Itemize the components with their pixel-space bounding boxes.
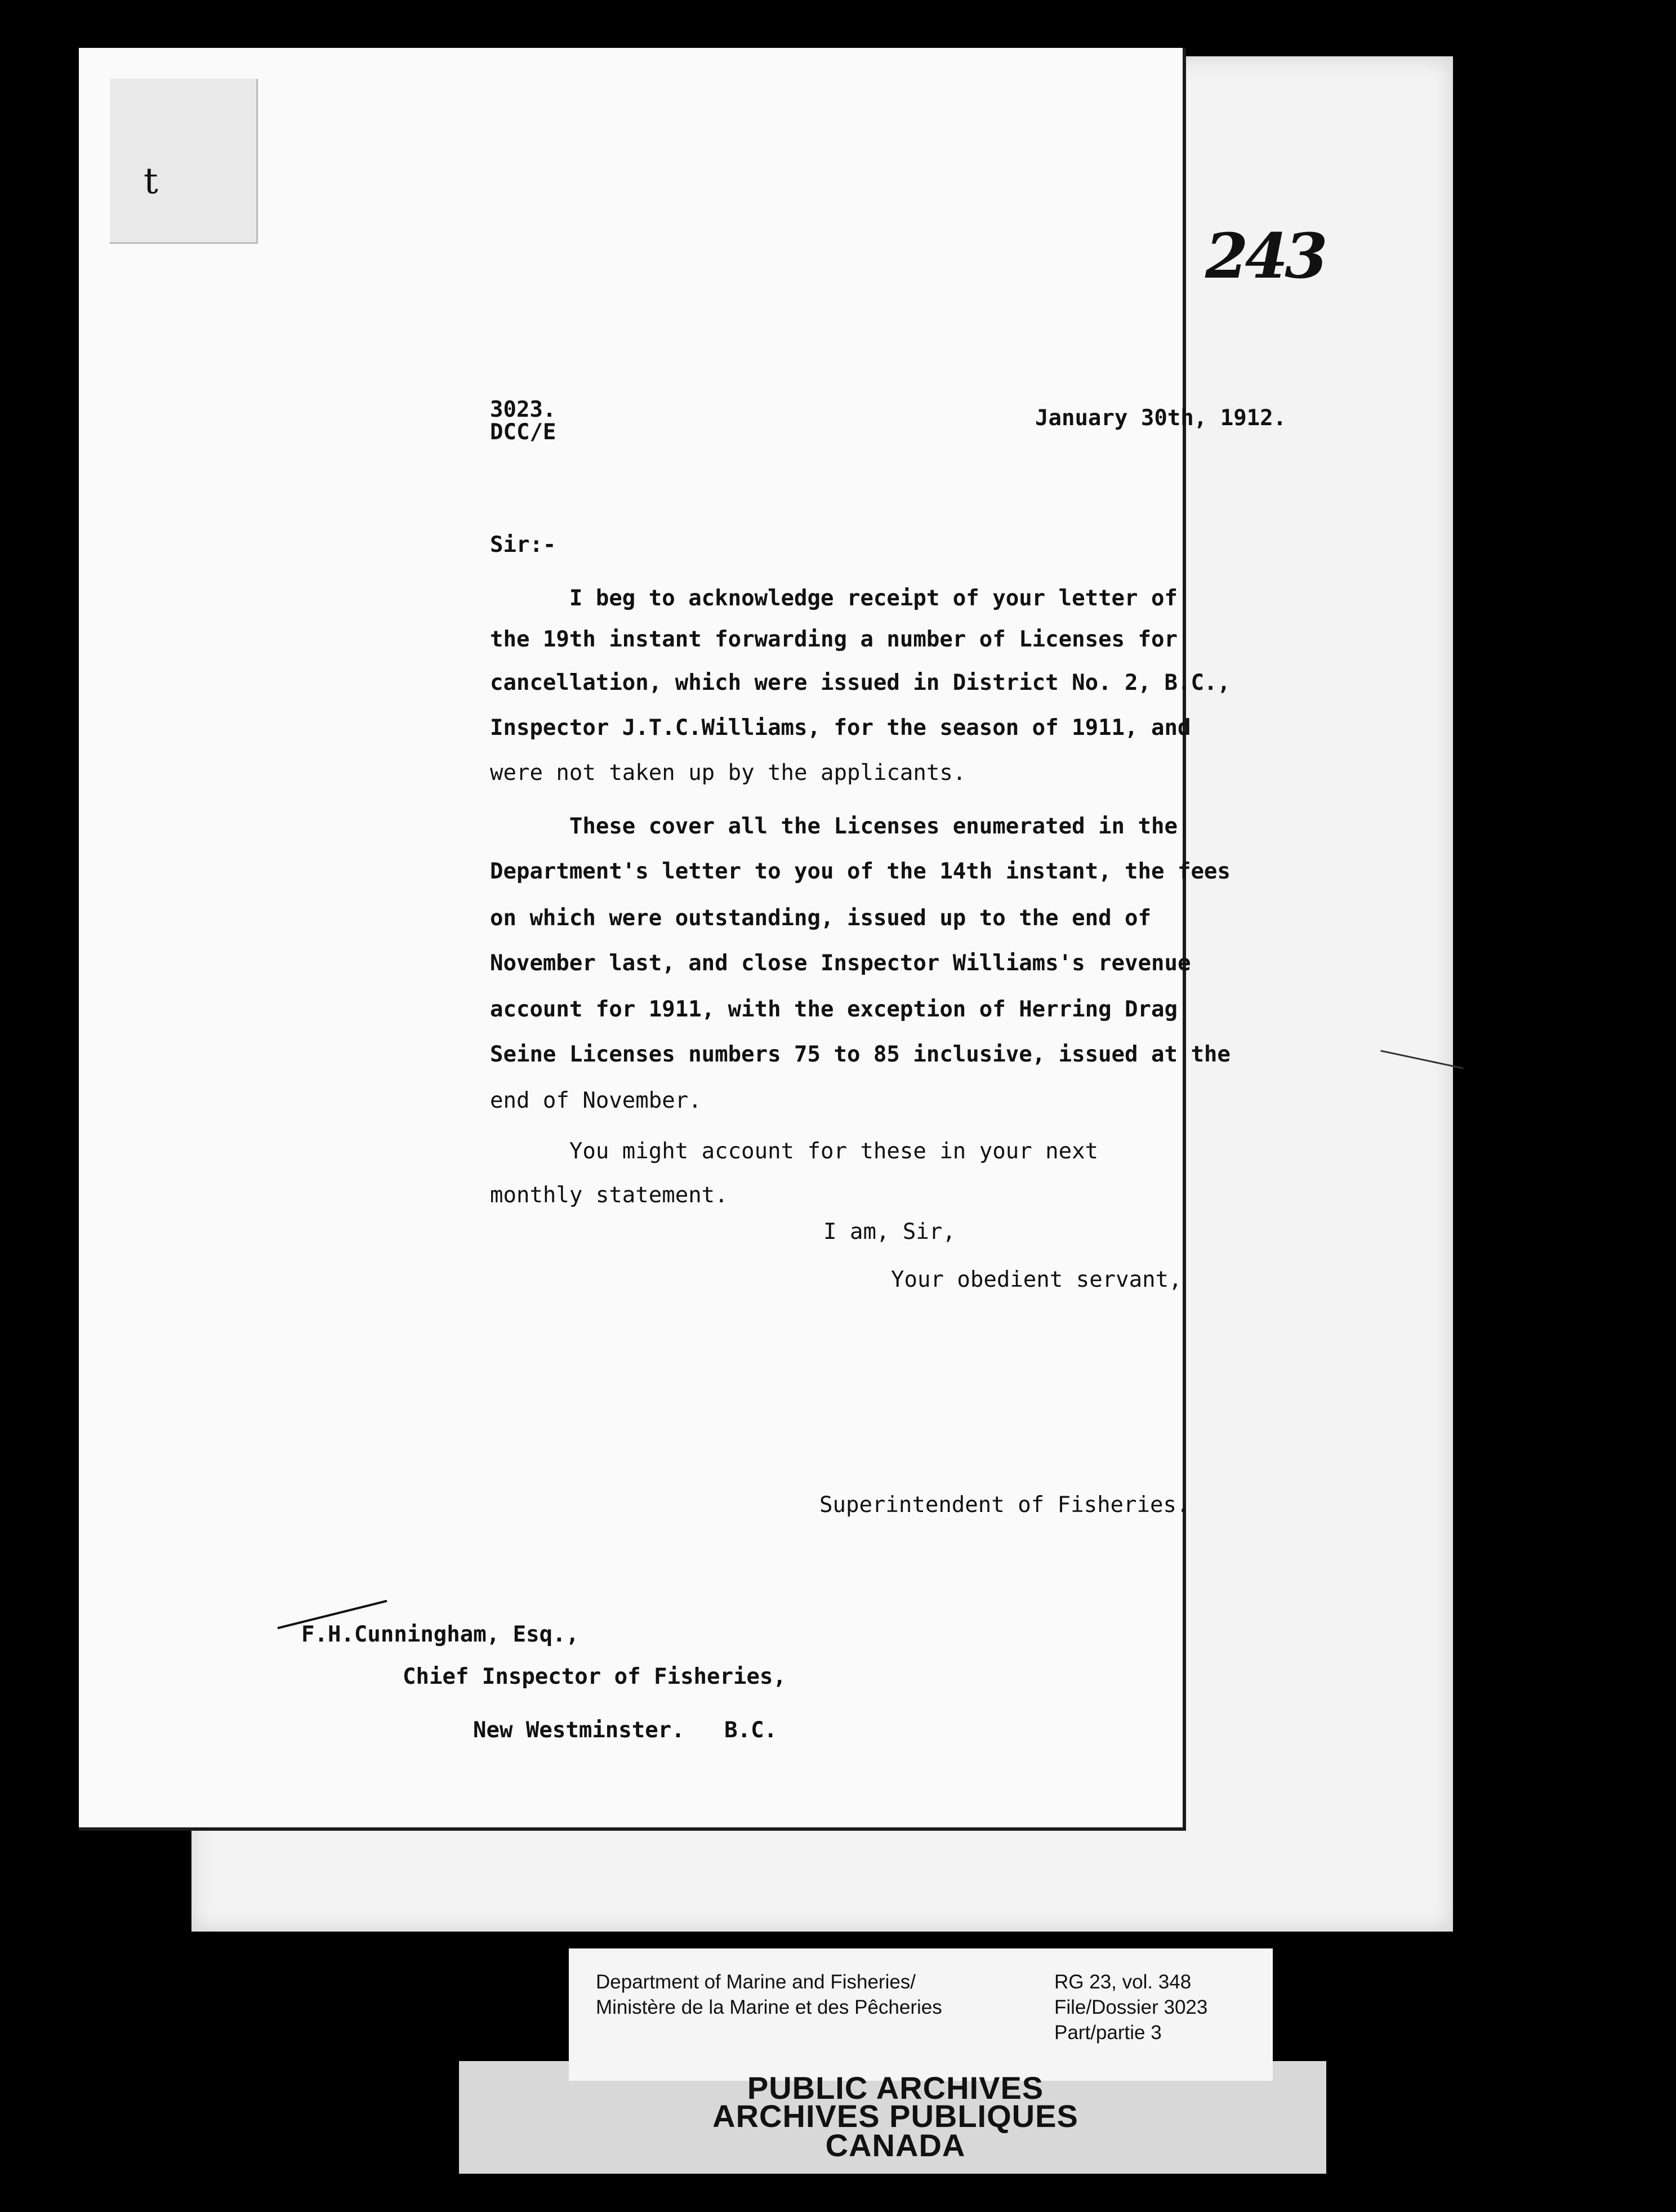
body-line: November last, and close Inspector Williams's revenue bbox=[490, 951, 1191, 976]
body-line: account for 1911, with the exception of Herring Drag bbox=[490, 997, 1178, 1022]
reference-number: 3023. bbox=[490, 397, 556, 422]
body-line: You might account for these in your next bbox=[490, 1139, 1099, 1164]
body-line: cancellation, which were issued in District No. 2, B.C., bbox=[490, 670, 1231, 695]
tab-mark: t bbox=[144, 160, 158, 202]
recipient-title: Chief Inspector of Fisheries, bbox=[403, 1664, 786, 1689]
recipient-location: New Westminster. B.C. bbox=[473, 1718, 778, 1743]
folio-number: 243 bbox=[1205, 220, 1325, 292]
archive-stamp-line-3: CANADA bbox=[825, 2128, 966, 2163]
letter-date: January 30th, 1912. bbox=[1035, 405, 1287, 431]
archive-part: Part/partie 3 bbox=[1054, 2022, 1162, 2044]
folded-corner-tab bbox=[110, 79, 258, 244]
archive-stamp-line-2: ARCHIVES PUBLIQUES bbox=[712, 2098, 1078, 2134]
body-line: I beg to acknowledge receipt of your letter of bbox=[490, 586, 1178, 611]
body-line: monthly statement. bbox=[490, 1183, 728, 1208]
body-line: Inspector J.T.C.Williams, for the season of 1911, and bbox=[490, 715, 1191, 741]
archive-stamp-line-1: PUBLIC ARCHIVES bbox=[747, 2070, 1044, 2106]
reference-initials: DCC/E bbox=[490, 420, 556, 445]
body-line: were not taken up by the applicants. bbox=[490, 760, 966, 786]
signature-title: Superintendent of Fisheries. bbox=[819, 1492, 1190, 1518]
letter-page bbox=[79, 48, 1186, 1831]
body-line: Department's letter to you of the 14th instant, the fees bbox=[490, 859, 1231, 884]
body-line: the 19th instant forwarding a number of Licenses for bbox=[490, 627, 1178, 652]
closing-line-2: Your obedient servant, bbox=[891, 1267, 1182, 1292]
archive-rg: RG 23, vol. 348 bbox=[1054, 1971, 1192, 1993]
closing-line-1: I am, Sir, bbox=[823, 1219, 956, 1245]
archive-file: File/Dossier 3023 bbox=[1054, 1996, 1208, 2018]
archive-department-en: Department of Marine and Fisheries/ bbox=[596, 1971, 916, 1993]
body-line: on which were outstanding, issued up to the end of bbox=[490, 906, 1151, 931]
archive-department-fr: Ministère de la Marine et des Pêcheries bbox=[596, 1996, 942, 2018]
recipient-name: F.H.Cunningham, Esq., bbox=[301, 1622, 580, 1647]
body-line: These cover all the Licenses enumerated in the bbox=[490, 814, 1178, 839]
body-line: Seine Licenses numbers 75 to 85 inclusive, issued at the bbox=[490, 1042, 1231, 1067]
body-line: end of November. bbox=[490, 1088, 702, 1113]
salutation: Sir:- bbox=[490, 532, 556, 558]
